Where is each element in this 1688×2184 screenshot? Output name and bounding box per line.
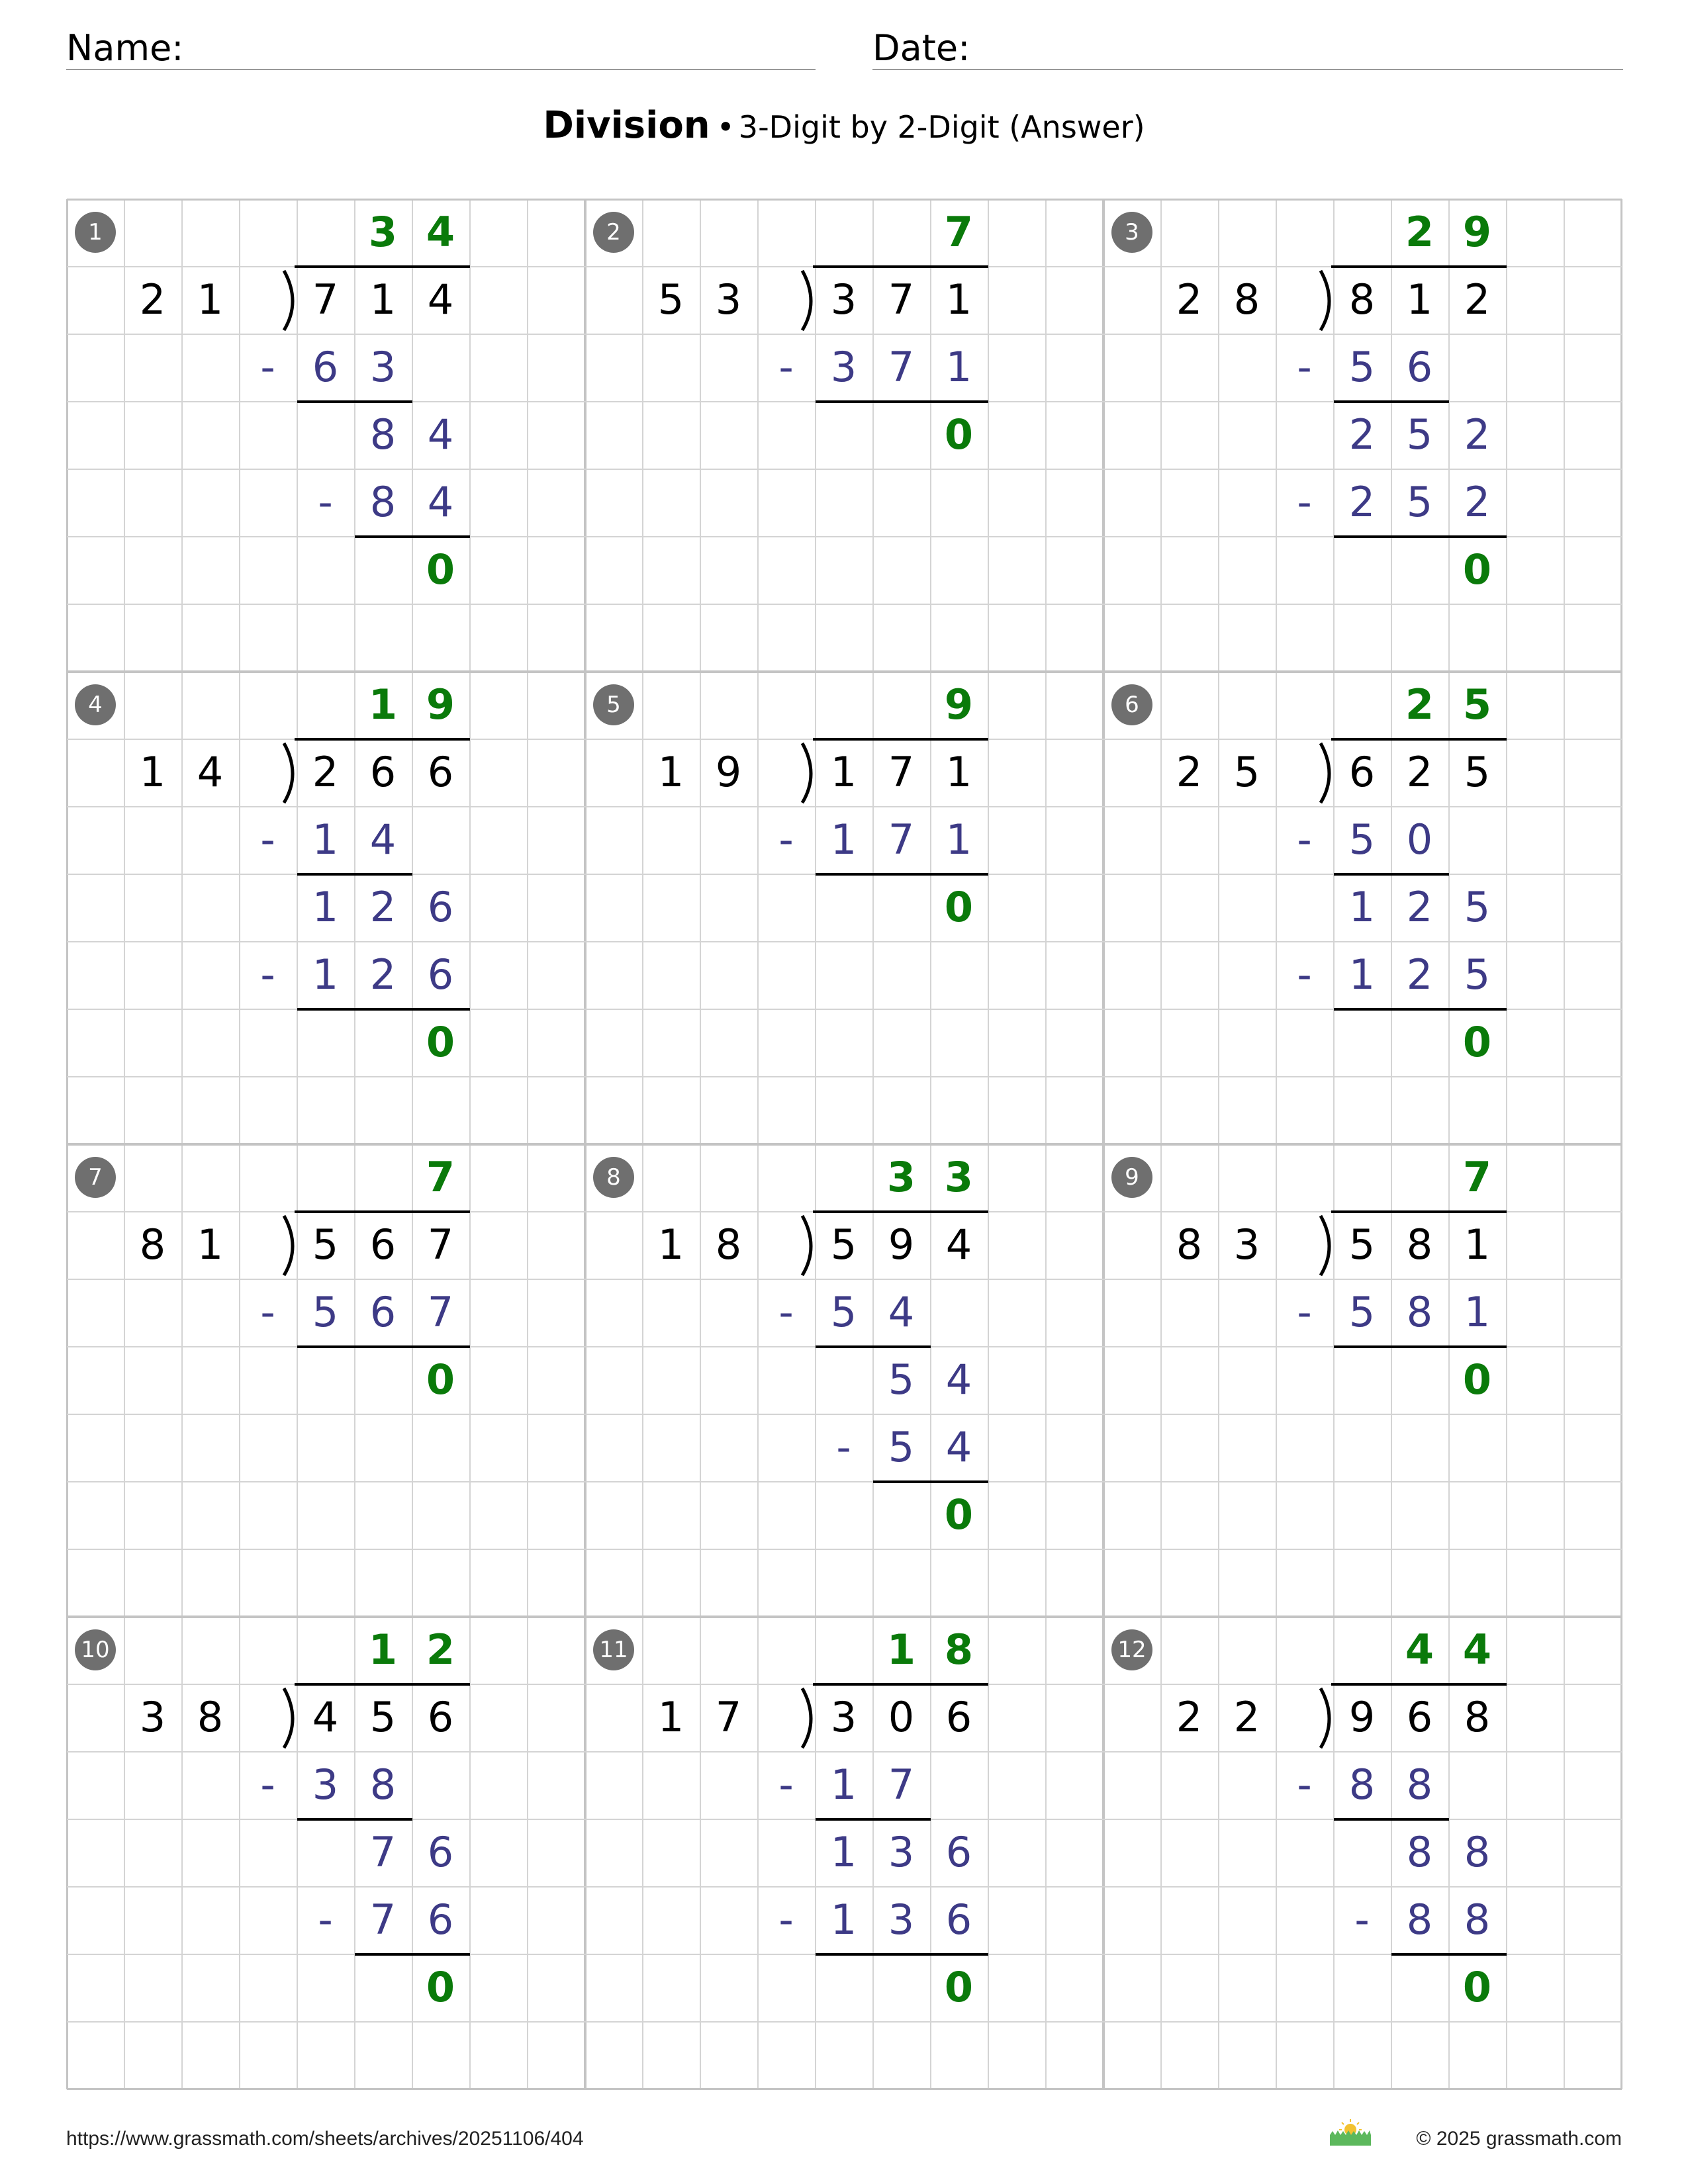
grass-logo-icon <box>1327 2116 1374 2147</box>
subtract-digit: 8 <box>1464 1895 1491 1944</box>
dividend-digit: 6 <box>427 748 454 796</box>
name-line <box>66 69 816 70</box>
worksheet-title <box>0 104 1688 147</box>
dividend-digit: 1 <box>945 275 972 324</box>
minus-sign: - <box>260 1288 275 1336</box>
subtract-digit: 7 <box>888 1760 915 1809</box>
dividend-digit: 7 <box>427 1220 454 1269</box>
division-bracket <box>1321 1688 1329 1748</box>
partial-digit: 8 <box>369 410 397 459</box>
subtract-digit: 6 <box>945 1895 972 1944</box>
dividend-digit: 5 <box>1348 1220 1376 1269</box>
problem-number-badge: 7 <box>75 1157 116 1198</box>
subtract-digit: 5 <box>1348 1288 1376 1336</box>
subtract-digit: 2 <box>369 950 397 999</box>
minus-sign: - <box>1297 343 1312 391</box>
subtract-digit: 6 <box>427 950 454 999</box>
subtract-digit: 7 <box>427 1288 454 1336</box>
subtract-digit: 1 <box>945 343 972 391</box>
minus-sign: - <box>260 950 275 999</box>
partial-digit: 1 <box>1348 883 1376 931</box>
divisor-digit: 5 <box>657 275 684 324</box>
dividend-digit: 6 <box>945 1693 972 1741</box>
subtract-digit: 1 <box>830 1895 857 1944</box>
partial-digit: 5 <box>888 1355 915 1404</box>
quotient-digit: 2 <box>1405 208 1434 256</box>
divisor-digit: 8 <box>197 1693 224 1741</box>
dividend-digit: 4 <box>312 1693 339 1741</box>
partial-digit: 5 <box>1406 410 1433 459</box>
subtract-digit: 5 <box>1406 478 1433 526</box>
problem-number-badge: 5 <box>593 684 634 725</box>
problem-number-badge: 12 <box>1111 1629 1152 1670</box>
division-bracket <box>284 271 293 330</box>
dividend-digit: 2 <box>1464 275 1491 324</box>
dividend-digit: 5 <box>312 1220 339 1269</box>
subtract-digit: 3 <box>888 1895 915 1944</box>
dividend-digit: 1 <box>369 275 397 324</box>
dividend-digit: 5 <box>369 1693 397 1741</box>
remainder-digit: 0 <box>426 1963 455 2011</box>
dividend-digit: 7 <box>888 275 915 324</box>
divisor-digit: 5 <box>1233 748 1260 796</box>
divisor-digit: 8 <box>139 1220 166 1269</box>
minus-sign: - <box>836 1423 851 1471</box>
problem-number-badge: 8 <box>593 1157 634 1198</box>
quotient-digit: 7 <box>1462 1153 1492 1201</box>
partial-digit: 2 <box>369 883 397 931</box>
subtract-digit: 5 <box>1348 343 1376 391</box>
problem-number-badge: 9 <box>1111 1157 1152 1198</box>
partial-digit: 5 <box>1464 883 1491 931</box>
minus-sign: - <box>778 1895 794 1944</box>
dividend-digit: 5 <box>830 1220 857 1269</box>
date-label: Date: <box>872 27 970 69</box>
quotient-digit: 9 <box>426 680 455 729</box>
remainder-digit: 0 <box>426 1355 455 1404</box>
remainder-digit: 0 <box>944 1963 974 2011</box>
subtract-digit: 8 <box>1348 1760 1376 1809</box>
divisor-digit: 2 <box>1176 275 1203 324</box>
footer-copyright: © 2025 grassmath.com <box>1416 2128 1622 2150</box>
subtract-digit: 4 <box>369 815 397 864</box>
name-label: Name: <box>66 27 184 69</box>
dividend-digit: 9 <box>888 1220 915 1269</box>
remainder-digit: 0 <box>1462 1018 1492 1066</box>
subtract-digit: 1 <box>312 950 339 999</box>
divisor-digit: 4 <box>197 748 224 796</box>
quotient-digit: 3 <box>944 1153 974 1201</box>
quotient-digit: 4 <box>1405 1625 1434 1674</box>
divisor-digit: 8 <box>1176 1220 1203 1269</box>
subtract-digit: 3 <box>830 343 857 391</box>
partial-digit: 3 <box>888 1828 915 1876</box>
subtract-digit: 1 <box>1348 950 1376 999</box>
divisor-digit: 2 <box>1176 748 1203 796</box>
quotient-digit: 2 <box>426 1625 455 1674</box>
divisor-digit: 1 <box>657 748 684 796</box>
subtract-digit: 5 <box>888 1423 915 1471</box>
quotient-digit: 3 <box>368 208 398 256</box>
subtract-digit: 8 <box>369 478 397 526</box>
quotient-digit: 1 <box>368 680 398 729</box>
quotient-digit: 9 <box>944 680 974 729</box>
problem-number-badge: 3 <box>1111 212 1152 253</box>
minus-sign: - <box>318 1895 333 1944</box>
dividend-digit: 9 <box>1348 1693 1376 1741</box>
subtract-digit: 6 <box>312 343 339 391</box>
quotient-digit: 7 <box>944 208 974 256</box>
quotient-digit: 4 <box>426 208 455 256</box>
subtract-digit: 7 <box>888 343 915 391</box>
division-bracket <box>802 743 811 803</box>
partial-digit: 6 <box>427 1828 454 1876</box>
dividend-digit: 0 <box>888 1693 915 1741</box>
title-main: Division <box>543 104 710 147</box>
subtract-digit: 2 <box>1464 478 1491 526</box>
divisor-digit: 1 <box>197 1220 224 1269</box>
subtract-digit: 6 <box>1406 343 1433 391</box>
division-bracket <box>284 1216 293 1275</box>
dividend-digit: 5 <box>1464 748 1491 796</box>
minus-sign: - <box>1354 1895 1370 1944</box>
divisor-digit: 1 <box>657 1220 684 1269</box>
partial-digit: 2 <box>1464 410 1491 459</box>
divisor-digit: 9 <box>715 748 742 796</box>
quotient-digit: 3 <box>886 1153 916 1201</box>
dividend-digit: 1 <box>1464 1220 1491 1269</box>
problem-number-badge: 4 <box>75 684 116 725</box>
partial-digit: 1 <box>830 1828 857 1876</box>
minus-sign: - <box>778 343 794 391</box>
dividend-digit: 1 <box>1406 275 1433 324</box>
remainder-digit: 0 <box>1462 545 1492 594</box>
partial-digit: 7 <box>369 1828 397 1876</box>
minus-sign: - <box>1297 950 1312 999</box>
divisor-digit: 1 <box>657 1693 684 1741</box>
subtract-digit: 7 <box>369 1895 397 1944</box>
divisor-digit: 2 <box>139 275 166 324</box>
problem-number-badge: 6 <box>1111 684 1152 725</box>
subtract-digit: 2 <box>1406 950 1433 999</box>
partial-digit: 6 <box>427 883 454 931</box>
subtract-digit: 5 <box>830 1288 857 1336</box>
quotient-digit: 4 <box>1462 1625 1492 1674</box>
division-bracket <box>284 743 293 803</box>
dividend-digit: 8 <box>1406 1220 1433 1269</box>
minus-sign: - <box>778 1288 794 1336</box>
subtract-digit: 3 <box>369 343 397 391</box>
subtract-digit: 1 <box>830 1760 857 1809</box>
division-bracket <box>1321 743 1329 803</box>
problem-grid <box>66 199 1623 2089</box>
subtract-digit: 0 <box>1406 815 1433 864</box>
dividend-digit: 4 <box>427 275 454 324</box>
dividend-digit: 6 <box>1348 748 1376 796</box>
dividend-digit: 6 <box>1406 1693 1433 1741</box>
divisor-digit: 3 <box>1233 1220 1260 1269</box>
remainder-digit: 0 <box>1462 1355 1492 1404</box>
dividend-digit: 2 <box>312 748 339 796</box>
minus-sign: - <box>260 343 275 391</box>
division-bracket <box>802 271 811 330</box>
remainder-digit: 0 <box>944 410 974 459</box>
subtract-digit: 7 <box>888 815 915 864</box>
dividend-digit: 4 <box>945 1220 972 1269</box>
divisor-digit: 3 <box>715 275 742 324</box>
subtract-digit: 8 <box>1406 1288 1433 1336</box>
problem-number-badge: 1 <box>75 212 116 253</box>
quotient-digit: 1 <box>886 1625 916 1674</box>
partial-digit: 2 <box>1406 883 1433 931</box>
minus-sign: - <box>778 815 794 864</box>
partial-digit: 6 <box>945 1828 972 1876</box>
minus-sign: - <box>260 815 275 864</box>
quotient-digit: 2 <box>1405 680 1434 729</box>
divisor-digit: 7 <box>715 1693 742 1741</box>
quotient-digit: 7 <box>426 1153 455 1201</box>
partial-digit: 4 <box>945 1355 972 1404</box>
subtract-digit: 4 <box>888 1288 915 1336</box>
division-bracket <box>1321 271 1329 330</box>
problem-number-badge: 10 <box>75 1629 116 1670</box>
partial-digit: 1 <box>312 883 339 931</box>
subtract-digit: 5 <box>312 1288 339 1336</box>
quotient-digit: 5 <box>1462 680 1492 729</box>
subtract-digit: 4 <box>945 1423 972 1471</box>
partial-digit: 8 <box>1406 1828 1433 1876</box>
partial-digit: 8 <box>1464 1828 1491 1876</box>
dividend-digit: 8 <box>1348 275 1376 324</box>
division-bracket <box>802 1216 811 1275</box>
remainder-digit: 0 <box>944 883 974 931</box>
subtract-digit: 1 <box>312 815 339 864</box>
minus-sign: - <box>778 1760 794 1809</box>
subtract-digit: 6 <box>427 1895 454 1944</box>
subtract-digit: 2 <box>1348 478 1376 526</box>
minus-sign: - <box>260 1760 275 1809</box>
divisor-digit: 2 <box>1233 1693 1260 1741</box>
dividend-digit: 6 <box>369 748 397 796</box>
footer-url[interactable]: https://www.grassmath.com/sheets/archives/20251106/404 <box>66 2128 584 2150</box>
dividend-digit: 3 <box>830 275 857 324</box>
title-subtitle: 3-Digit by 2-Digit (Answer) <box>738 109 1145 145</box>
minus-sign: - <box>1297 1760 1312 1809</box>
division-bracket <box>284 1688 293 1748</box>
remainder-digit: 0 <box>944 1490 974 1539</box>
subtract-digit: 8 <box>1406 1760 1433 1809</box>
divisor-digit: 2 <box>1176 1693 1203 1741</box>
partial-digit: 2 <box>1348 410 1376 459</box>
dividend-digit: 1 <box>945 748 972 796</box>
title-separator: • <box>716 109 735 145</box>
subtract-digit: 1 <box>1464 1288 1491 1336</box>
dividend-digit: 6 <box>427 1693 454 1741</box>
date-field[interactable] <box>872 24 1623 70</box>
dividend-digit: 2 <box>1406 748 1433 796</box>
subtract-digit: 1 <box>945 815 972 864</box>
subtract-digit: 5 <box>1464 950 1491 999</box>
quotient-digit: 9 <box>1462 208 1492 256</box>
divisor-digit: 1 <box>197 275 224 324</box>
dividend-digit: 6 <box>369 1220 397 1269</box>
subtract-digit: 6 <box>369 1288 397 1336</box>
minus-sign: - <box>1297 1288 1312 1336</box>
subtract-digit: 8 <box>1406 1895 1433 1944</box>
quotient-digit: 8 <box>944 1625 974 1674</box>
quotient-digit: 1 <box>368 1625 398 1674</box>
dividend-digit: 7 <box>312 275 339 324</box>
subtract-digit: 8 <box>369 1760 397 1809</box>
minus-sign: - <box>318 478 333 526</box>
subtract-digit: 4 <box>427 478 454 526</box>
remainder-digit: 0 <box>426 1018 455 1066</box>
subtract-digit: 3 <box>312 1760 339 1809</box>
subtract-digit: 1 <box>830 815 857 864</box>
dividend-digit: 8 <box>1464 1693 1491 1741</box>
minus-sign: - <box>1297 815 1312 864</box>
divisor-digit: 1 <box>139 748 166 796</box>
dividend-digit: 1 <box>830 748 857 796</box>
remainder-digit: 0 <box>426 545 455 594</box>
partial-digit: 4 <box>427 410 454 459</box>
date-line <box>872 69 1623 70</box>
problem-number-badge: 11 <box>593 1629 634 1670</box>
dividend-digit: 3 <box>830 1693 857 1741</box>
division-bracket <box>1321 1216 1329 1275</box>
problem-number-badge: 2 <box>593 212 634 253</box>
dividend-digit: 7 <box>888 748 915 796</box>
minus-sign: - <box>1297 478 1312 526</box>
name-field[interactable] <box>66 24 816 70</box>
division-bracket <box>802 1688 811 1748</box>
divisor-digit: 8 <box>715 1220 742 1269</box>
subtract-digit: 5 <box>1348 815 1376 864</box>
divisor-digit: 3 <box>139 1693 166 1741</box>
divisor-digit: 8 <box>1233 275 1260 324</box>
remainder-digit: 0 <box>1462 1963 1492 2011</box>
